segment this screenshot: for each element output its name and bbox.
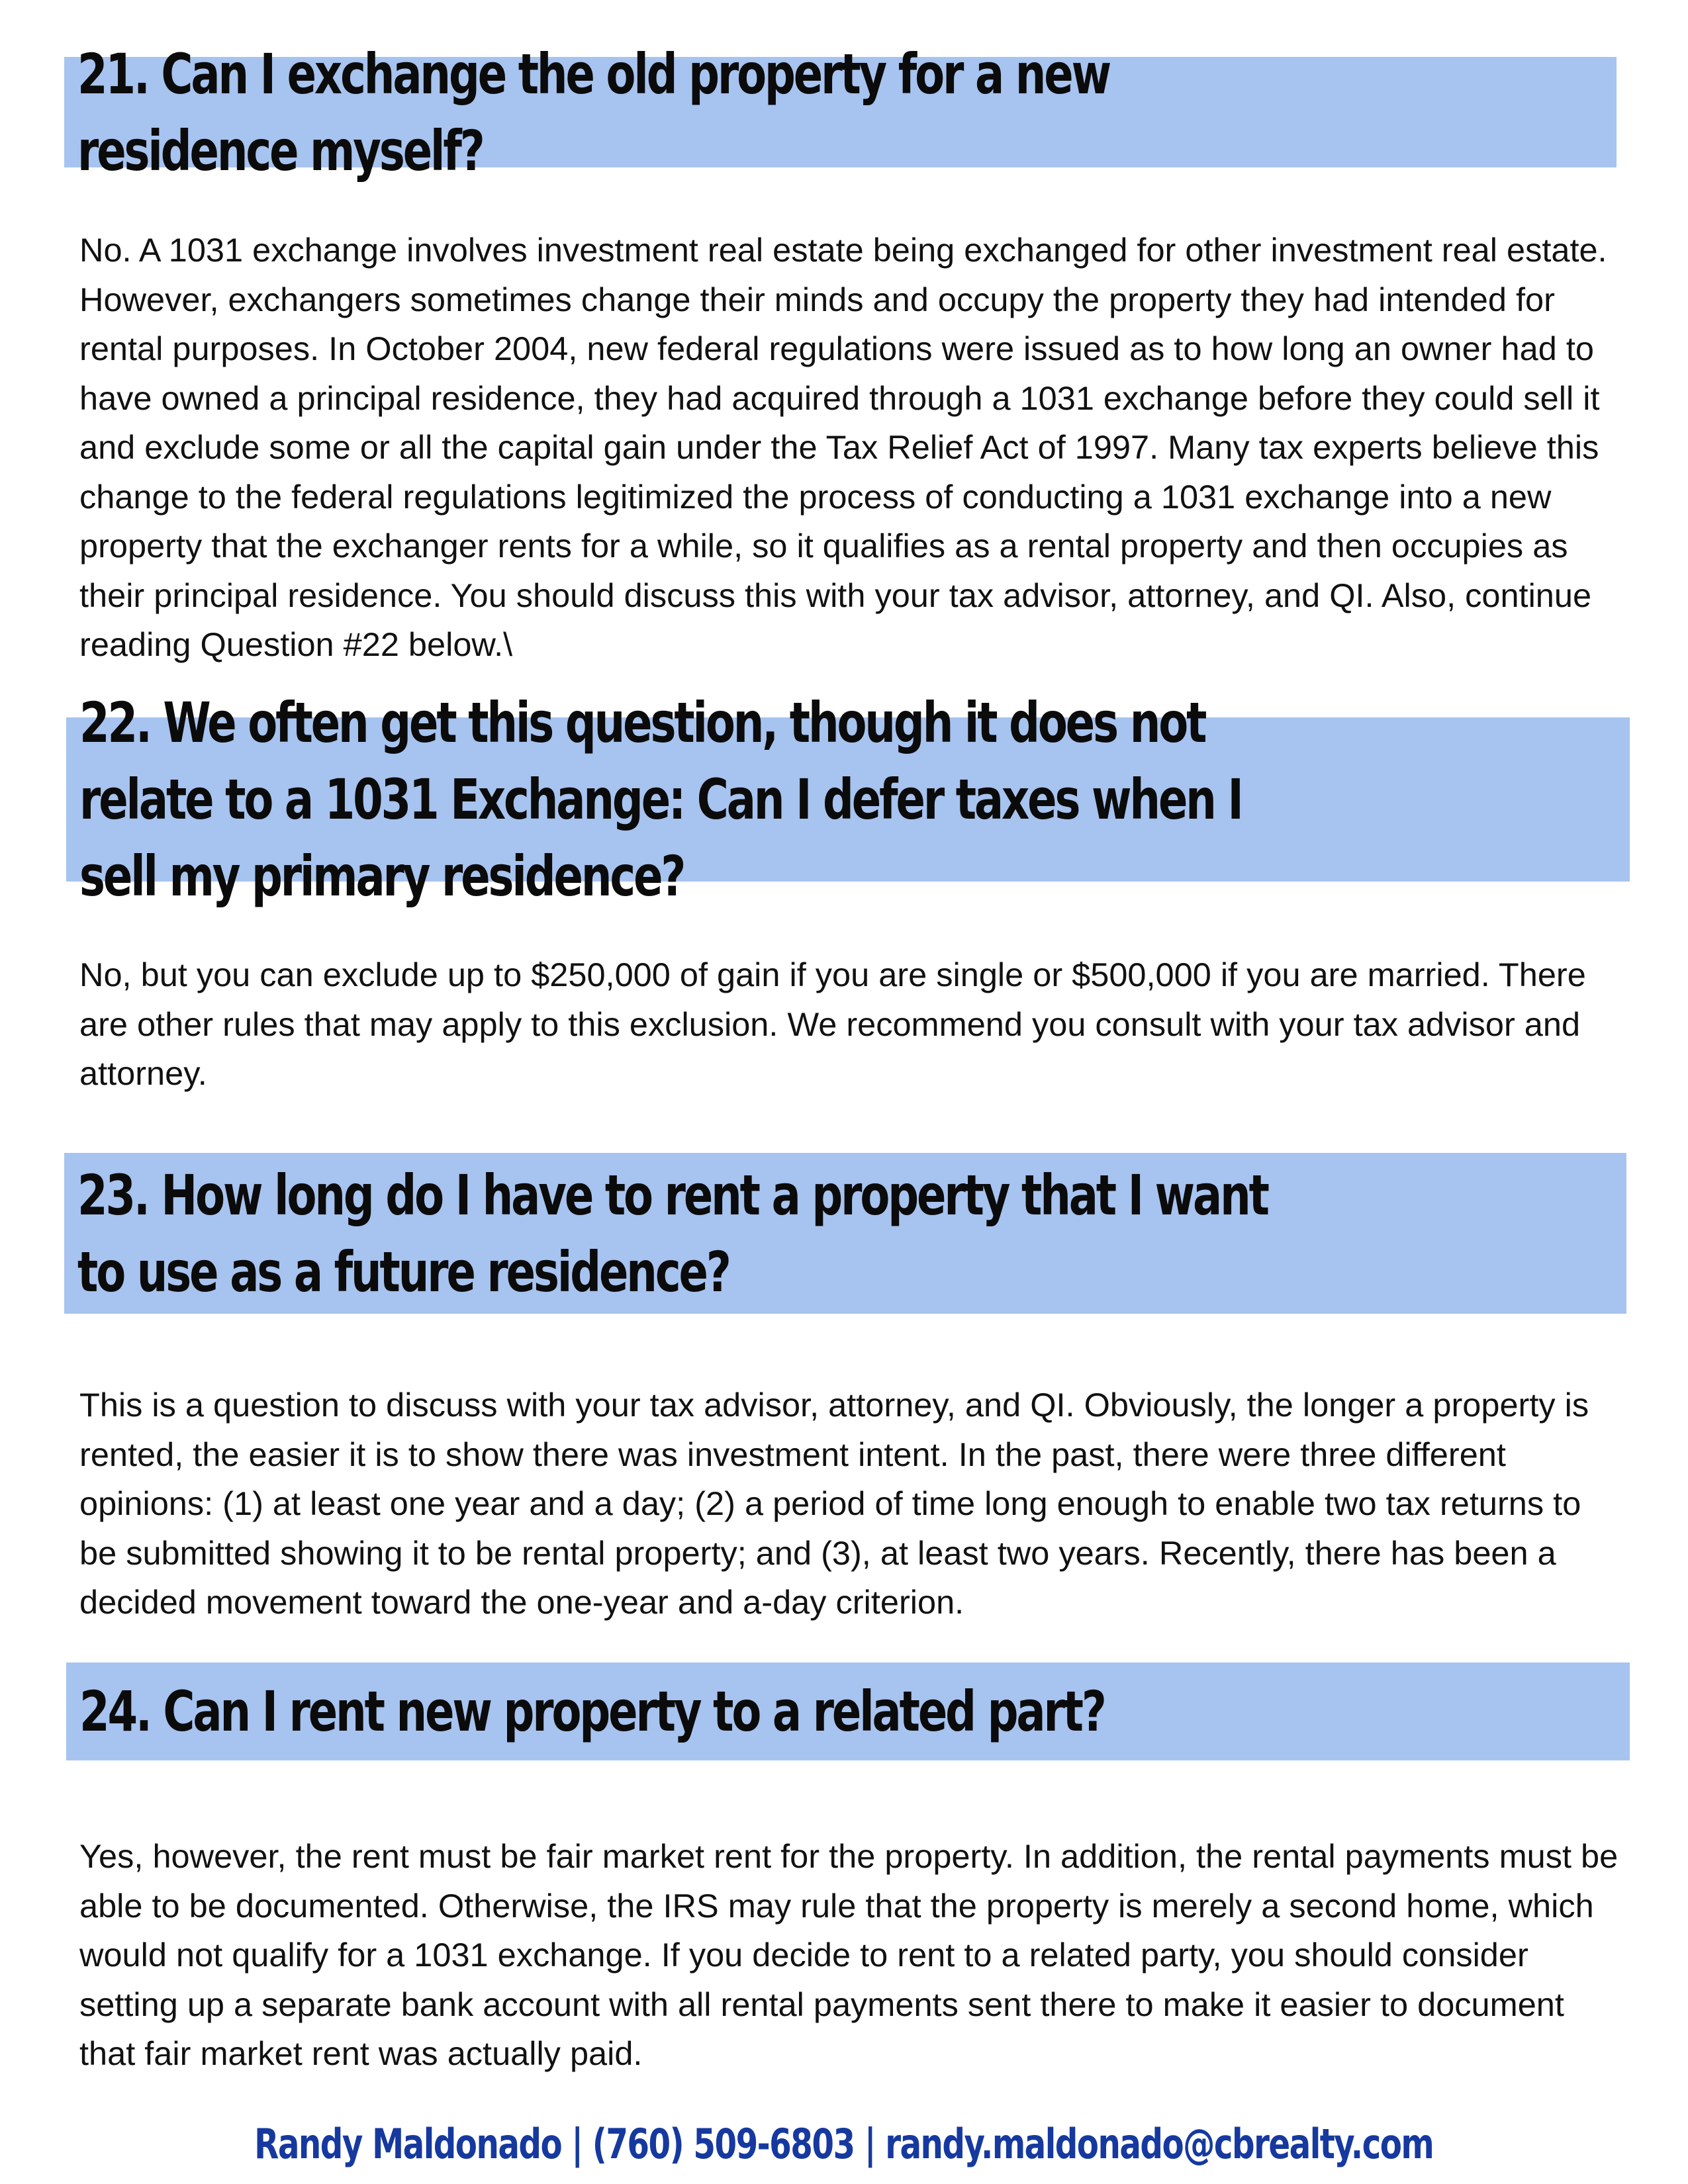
answer-23-text: This is a question to discuss with your tax advisor, attorney, and QI. Obviously, the longer a property is rented, the easier it is to show there was investment intent. In the past, there were three different opinions: (1) at least one year and a day; (2) a period of time long enough to enable two tax returns to be submitted showing it to be rental property; and (3), at least two years. Recently, there has been a decided movement toward the one-year and a-day criterion. bbox=[79, 1386, 1589, 1621]
question-22-heading: 22. We often get this question, though it does not relate to a 1031 Exchange: Can I defer taxes when I sell my primary residence? bbox=[79, 690, 1242, 909]
question-bar-21 bbox=[64, 41, 1617, 183]
question-21-heading: 21. Can I exchange the old property for a new residence myself? bbox=[77, 41, 1110, 183]
question-24-heading: 24. Can I rent new property to a related part? bbox=[79, 1679, 1105, 1744]
footer-contact bbox=[0, 2118, 1688, 2171]
question-bar-24 bbox=[66, 1662, 1630, 1760]
answer-22-text: No, but you can exclude up to $250,000 of gain if you are single or $500,000 if you are married. There are other rules that may apply to this exclusion. We recommend you consult with your tax advisor and attorney. bbox=[79, 956, 1586, 1092]
answer-21-text: No. A 1031 exchange involves investment real estate being exchanged for other investment real estate. However, exchangers sometimes change their minds and occupy the property they had intended for rental purposes. In October 2004, new federal regulations were issued as to how long an owner had to have owned a principal residence, they had acquired through a 1031 exchange before they could sell it and exclude some or all the capital gain under the Tax Relief Act of 1997. Many tax experts believe this change to the federal regulations legitimized the process of conducting a 1031 exchange into a new property that the exchanger rents for a while, so it qualifies as a rental property and then occupies as their principal residence. You should discuss this with your tax advisor, attorney, and QI. Also, continue reading Question #22 below.\ bbox=[79, 231, 1607, 663]
question-bar-22 bbox=[66, 690, 1630, 909]
question-23-heading: 23. How long do I have to rent a property that I want to use as a future residence? bbox=[77, 1162, 1268, 1304]
question-bar-23 bbox=[64, 1153, 1626, 1314]
answer-24-text: Yes, however, the rent must be fair market rent for the property. In addition, the rental payments must be able to be documented. Otherwise, the IRS may rule that the property is merely a second home, which would not qualify for a 1031 exchange. If you decide to rent to a related party, you should consider setting up a separate bank account with all rental payments sent there to make it easier to document that fair market rent was actually paid. bbox=[79, 1837, 1618, 2072]
footer-contact-text: Randy Maldonado | (760) 509-6803 | randy.maldonado@cbrealty.com bbox=[254, 2120, 1434, 2168]
